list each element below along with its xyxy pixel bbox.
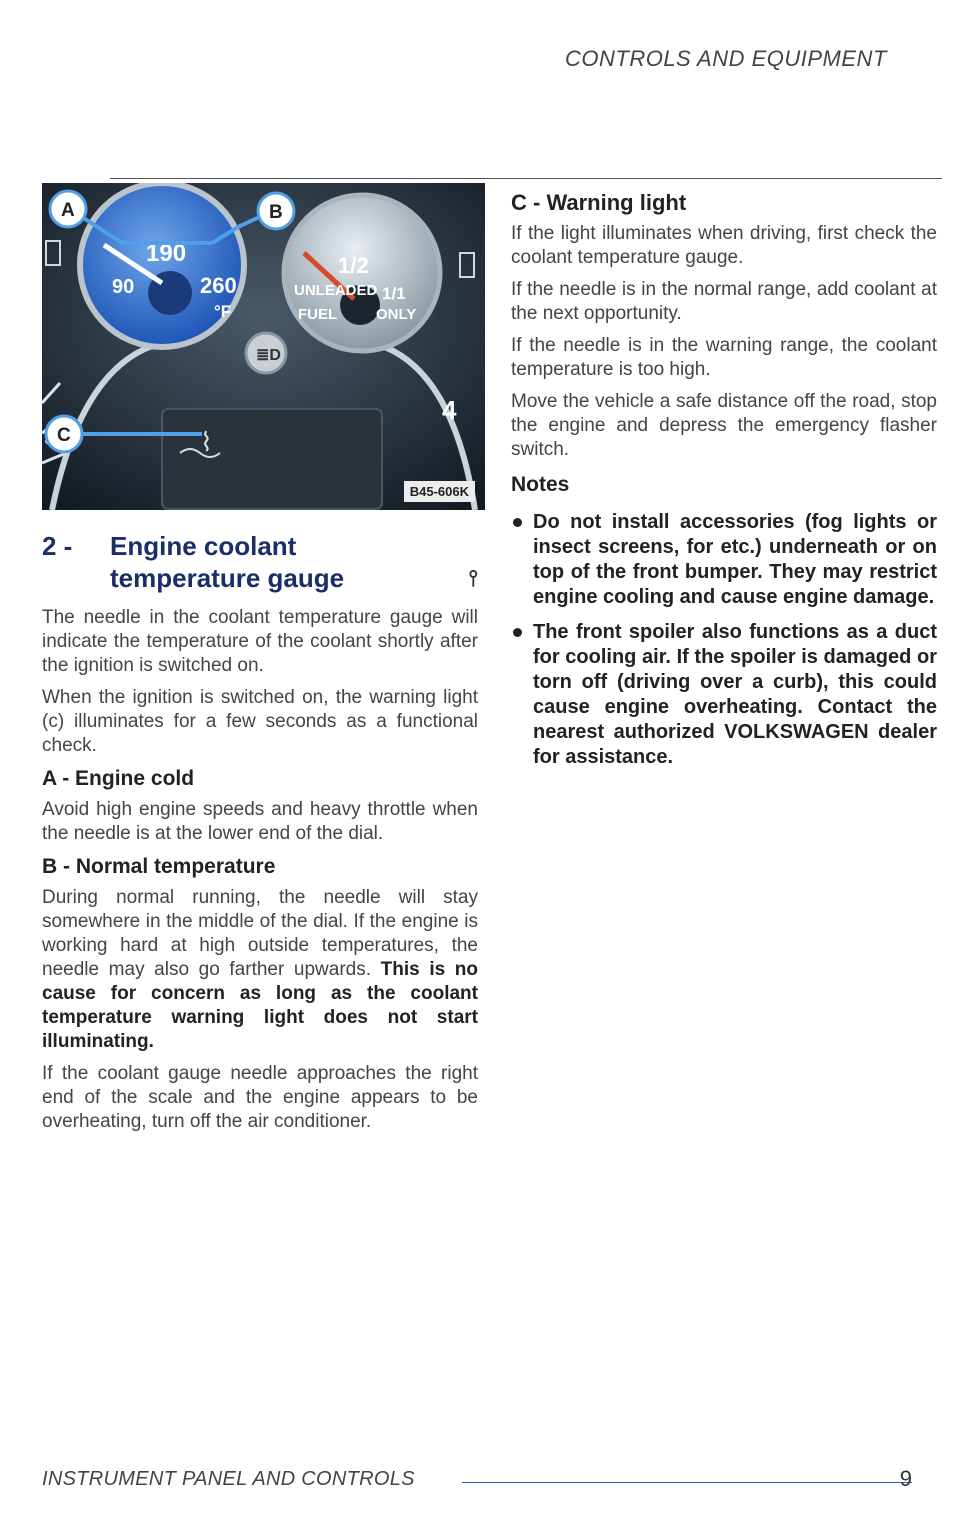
page-footer: [42, 1468, 942, 1498]
footer-section-title: INSTRUMENT PANEL AND CONTROLS: [42, 1468, 415, 1490]
air-conditioner-text: If the coolant gauge needle approaches the right end of the scale and the engine appears to be overheating, turn off the air conditioner.: [42, 1063, 478, 1132]
engine-cold-text: Avoid high engine speeds and heavy throttle when the needle is at the lower end of the dial.: [42, 799, 478, 844]
normal-temperature-bold: This is no cause for concern as long as the coolant temperature warning light does not start illuminating.: [42, 959, 479, 1052]
svg-text:260: 260: [200, 273, 237, 298]
svg-text:90: 90: [112, 276, 135, 298]
intro-paragraph: The needle in the coolant temperature gauge will indicate the temperature of the coolant shortly after the ignition is switched on.: [42, 607, 478, 676]
warning-intro-paragraph: When the ignition is switched on, the warning light (c) illuminates for a few seconds as a functional check.: [42, 687, 478, 756]
svg-text:ONLY: ONLY: [376, 306, 417, 323]
footer-rule: [462, 1482, 912, 1483]
left-column: [42, 530, 478, 1142]
warning-light-p4: Move the vehicle a safe distance off the road, stop the engine and depress the emergency flasher switch.: [511, 391, 937, 460]
section-title-line2: temperature gauge: [110, 563, 345, 593]
cluster-illustration: [42, 183, 485, 510]
svg-text:FUEL: FUEL: [298, 306, 338, 323]
note-item-spoiler: The front spoiler also functions as a duct for cooling air. If the spoiler is damaged or torn off (driving over a curb), this could cause engine overheating. Contact the nearest authorized VOLKSWAGEN dealer for assistance.: [511, 620, 937, 770]
warning-light-p1: If the light illuminates when driving, first check the coolant temperature gauge.: [511, 223, 937, 268]
svg-text:1/2: 1/2: [338, 253, 369, 278]
warning-light-symbol: ⌇: [200, 428, 213, 458]
section-number: 2 -: [42, 531, 73, 561]
normal-temperature-heading: B - Normal temperature: [42, 855, 276, 878]
svg-text:B: B: [269, 202, 283, 223]
header-rule: [110, 178, 942, 179]
section-title: [42, 530, 478, 562]
callout-a: [50, 191, 86, 227]
svg-text:°F: °F: [214, 302, 232, 321]
section-title-line1: Engine coolant: [110, 531, 297, 561]
callout-b: [258, 193, 294, 229]
section-title-line2-row: [42, 562, 478, 594]
notes-heading: Notes: [511, 473, 570, 496]
svg-text:1/1: 1/1: [382, 284, 406, 303]
coolant-temperature-icon: ⫯: [468, 565, 478, 590]
figure-code: B45-606K: [404, 481, 475, 502]
info-display: [162, 409, 382, 509]
warning-light-p2: If the needle is in the normal range, add coolant at the next opportunity.: [511, 279, 937, 324]
note-item-accessories: Do not install accessories (fog lights or insect screens, for etc.) underneath or on top of the front bumper. They may restrict engine cooling and cause engine damage.: [511, 510, 937, 610]
svg-text:UNLEADED: UNLEADED: [294, 282, 378, 299]
instrument-cluster-figure: [42, 183, 485, 510]
svg-text:4: 4: [442, 395, 457, 425]
normal-temperature-text: During normal running, the needle will stay somewhere in the middle of the dial. If the engine is working hard at high outside temperatures, the needle may also go farther upwards. This is no cause for concern as long as the coolant temperature warning light does not start illuminating.: [42, 887, 479, 1052]
svg-text:A: A: [61, 200, 75, 221]
callout-c: [46, 416, 82, 452]
svg-text:C: C: [57, 425, 71, 446]
svg-text:≣D: ≣D: [256, 347, 281, 364]
right-column: [511, 190, 937, 780]
svg-text:190: 190: [146, 240, 187, 267]
warning-light-p3: If the needle is in the warning range, the coolant temperature is too high.: [511, 335, 937, 380]
page-header: CONTROLS AND EQUIPMENT: [565, 46, 887, 71]
warning-light-heading: C - Warning light: [511, 190, 687, 215]
engine-cold-heading: A - Engine cold: [42, 767, 195, 790]
page-number: 9: [899, 1466, 912, 1491]
